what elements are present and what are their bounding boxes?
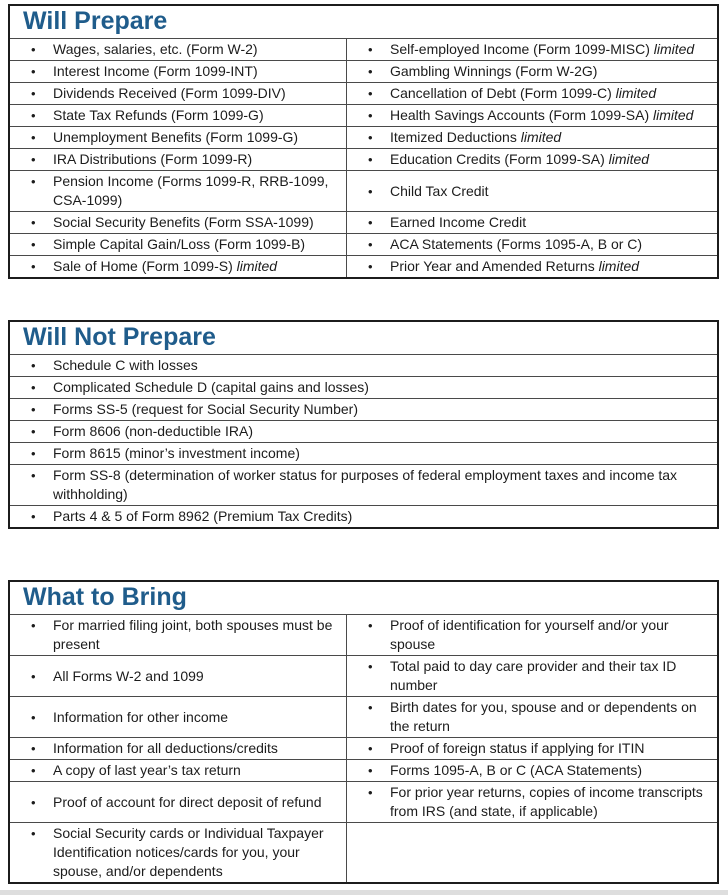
list-item: [347, 62, 597, 81]
list-item-text: Form 8615 (minor’s investment income): [53, 445, 300, 461]
section-title-what-to-bring: What to Bring: [23, 583, 187, 611]
bullet-icon: •: [368, 618, 373, 633]
bullet-icon: •: [31, 668, 36, 684]
bullet-icon: •: [31, 64, 36, 79]
table-cell: [10, 105, 347, 126]
bullet-icon: •: [31, 86, 36, 101]
bullet-icon: •: [31, 108, 36, 123]
list-item-text: Forms 1095-A, B or C (ACA Statements): [390, 762, 643, 778]
list-item-text: Information for other income: [53, 708, 229, 725]
list-item: [347, 257, 639, 276]
list-item: [10, 708, 228, 727]
table-row: [10, 442, 717, 464]
list-item: [347, 657, 711, 695]
bullet-icon: •: [31, 152, 36, 167]
list-item: [347, 235, 642, 254]
list-item: [347, 40, 694, 59]
list-item: [10, 257, 277, 276]
list-item-text: Unemployment Benefits (Form 1099-G): [53, 129, 299, 145]
list-item: [347, 783, 711, 821]
bullet-icon: •: [368, 42, 373, 57]
table-row: [10, 737, 717, 759]
table-cell: [347, 83, 717, 104]
list-item: [347, 739, 644, 758]
table-cell: [10, 823, 347, 882]
section-title-will-not-prepare: Will Not Prepare: [23, 323, 216, 351]
list-item: [10, 128, 298, 147]
bullet-icon: •: [31, 446, 36, 461]
table-cell: [10, 782, 347, 822]
list-item: [10, 422, 253, 441]
bullet-icon: •: [31, 424, 36, 439]
list-item: [347, 698, 711, 736]
table-row: [10, 781, 717, 822]
list-item: [347, 84, 656, 103]
list-item-text: Sale of Home (Form 1099-S) limited: [53, 258, 278, 274]
bullet-icon: •: [31, 358, 36, 373]
bullet-icon: •: [368, 741, 373, 756]
table-row: [10, 822, 717, 882]
list-item: [10, 761, 241, 780]
list-item: [347, 106, 693, 125]
list-item-text: Gambling Winnings (Form W-2G): [390, 63, 598, 79]
bullet-icon: •: [31, 618, 36, 633]
list-item-text: For married filing joint, both spouses must be present: [53, 617, 333, 652]
list-item: [10, 667, 204, 686]
table-cell: [10, 212, 347, 233]
table-cell: [347, 697, 717, 737]
limited-label: limited: [608, 151, 650, 167]
bullet-icon: •: [368, 237, 373, 252]
limited-label: limited: [520, 129, 562, 145]
bullet-icon: •: [31, 380, 36, 395]
table-row: [10, 233, 717, 255]
bullet-icon: •: [368, 152, 373, 167]
list-item: [10, 466, 711, 504]
bullet-icon: •: [31, 130, 36, 145]
list-item-text: Self-employed Income (Form 1099-MISC) limited: [390, 41, 695, 57]
bullet-icon: •: [31, 794, 36, 810]
bullet-icon: •: [368, 64, 373, 79]
table-cell: [10, 171, 347, 211]
list-item-text: Schedule C with losses: [53, 357, 198, 373]
bullet-icon: •: [31, 509, 36, 524]
table-cell: [10, 760, 347, 781]
list-item: [10, 400, 358, 419]
section-what-to-bring: [8, 580, 719, 884]
table-cell: [10, 506, 717, 527]
table-row: [10, 614, 717, 655]
limited-label: limited: [236, 258, 278, 274]
list-item-text: Form SS-8 (determination of worker status for purposes of federal employment taxes and income tax withholding): [53, 467, 678, 502]
list-item-text: ACA Statements (Forms 1095-A, B or C): [390, 236, 643, 252]
bullet-icon: •: [31, 259, 36, 274]
page-edge: [0, 890, 728, 895]
list-item-text: Proof of account for direct deposit of refund: [53, 793, 322, 810]
table-row: [10, 655, 717, 696]
limited-label: limited: [615, 85, 657, 101]
table-row: [10, 38, 717, 60]
list-item: [347, 213, 526, 232]
list-item-text: Parts 4 & 5 of Form 8962 (Premium Tax Credits): [53, 508, 353, 524]
table-cell: [10, 83, 347, 104]
table-row: [10, 759, 717, 781]
bullet-icon: •: [368, 763, 373, 778]
section-will-prepare: [8, 4, 719, 279]
list-item-text: All Forms W-2 and 1099: [53, 667, 204, 684]
list-item: [10, 235, 305, 254]
list-item: [10, 824, 340, 881]
bullet-icon: •: [368, 215, 373, 230]
bullet-icon: •: [31, 826, 36, 841]
table-cell: [10, 443, 717, 464]
limited-label: limited: [653, 107, 694, 123]
list-item-text: IRA Distributions (Form 1099-R): [53, 151, 253, 167]
list-item: [10, 739, 278, 758]
list-item: [10, 40, 258, 59]
list-item-text: Birth dates for you, spouse and or dependents on the return: [390, 699, 697, 734]
list-item-text: Child Tax Credit: [390, 182, 489, 199]
table-cell: [10, 697, 347, 737]
table-row: [10, 398, 717, 420]
table-cell: [347, 656, 717, 696]
list-item-text: Pension Income (Forms 1099-R, RRB-1099, CSA-1099): [53, 173, 329, 208]
table-body: [10, 354, 717, 527]
table-row: [10, 376, 717, 398]
bullet-icon: •: [31, 215, 36, 230]
bullet-icon: •: [368, 108, 373, 123]
table-cell: [10, 377, 717, 398]
table-cell: [347, 234, 717, 255]
table-cell: [347, 149, 717, 170]
list-item: [10, 150, 252, 169]
list-item-text: For prior year returns, copies of income transcripts from IRS (and state, if applicable): [390, 784, 703, 819]
limited-label: limited: [598, 258, 640, 274]
bullet-icon: •: [368, 183, 373, 199]
list-item-text: Wages, salaries, etc. (Form W-2): [53, 41, 258, 57]
table-row: [10, 104, 717, 126]
list-item: [10, 84, 286, 103]
table-row: [10, 126, 717, 148]
bullet-icon: •: [368, 659, 373, 674]
table-body: [10, 614, 717, 882]
list-item-text: Social Security Benefits (Form SSA-1099): [53, 214, 314, 230]
list-item-text: A copy of last year’s tax return: [53, 762, 241, 778]
bullet-icon: •: [31, 237, 36, 252]
table-row: [10, 354, 717, 376]
bullet-icon: •: [31, 402, 36, 417]
table-cell: [10, 256, 347, 277]
table-cell: [10, 39, 347, 60]
table-row: [10, 211, 717, 233]
limited-label: limited: [653, 41, 695, 57]
table-cell: [10, 149, 347, 170]
bullet-icon: •: [31, 42, 36, 57]
list-item-text: Simple Capital Gain/Loss (Form 1099-B): [53, 236, 306, 252]
list-item: [347, 182, 489, 201]
list-item-text: Form 8606 (non-deductible IRA): [53, 423, 253, 439]
list-item-text: Prior Year and Amended Returns limited: [390, 258, 640, 274]
list-item: [347, 128, 561, 147]
table-cell: [347, 171, 717, 211]
table-cell: [347, 212, 717, 233]
list-item: [347, 150, 649, 169]
bullet-icon: •: [31, 763, 36, 778]
table-cell: [347, 127, 717, 148]
list-item: [10, 444, 300, 463]
table-cell: [10, 234, 347, 255]
list-item-text: Health Savings Accounts (Form 1099-SA) limited: [390, 107, 694, 123]
bullet-icon: •: [368, 700, 373, 715]
list-item-text: Forms SS-5 (request for Social Security Number): [53, 401, 358, 417]
list-item-text: Education Credits (Form 1099-SA) limited: [390, 151, 650, 167]
list-item: [10, 172, 340, 210]
list-item: [10, 507, 352, 526]
bullet-icon: •: [368, 259, 373, 274]
table-cell: [10, 61, 347, 82]
list-item: [347, 761, 642, 780]
list-item-text: Complicated Schedule D (capital gains and losses): [53, 379, 369, 395]
list-item: [10, 616, 340, 654]
table-cell: [10, 738, 347, 759]
table-cell: [347, 105, 717, 126]
list-item-text: Interest Income (Form 1099-INT): [53, 63, 258, 79]
table-cell: [10, 465, 717, 505]
table-cell: [10, 421, 717, 442]
table-body: [10, 38, 717, 277]
table-row: [10, 696, 717, 737]
list-item-text: Cancellation of Debt (Form 1099-C) limited: [390, 85, 657, 101]
list-item-text: Information for all deductions/credits: [53, 740, 278, 756]
bullet-icon: •: [31, 709, 36, 725]
bullet-icon: •: [31, 741, 36, 756]
table-cell: [347, 782, 717, 822]
section-will-not-prepare: [8, 320, 719, 529]
table-cell: [10, 656, 347, 696]
list-item-text: State Tax Refunds (Form 1099-G): [53, 107, 264, 123]
table-cell: [347, 760, 717, 781]
table-row: [10, 420, 717, 442]
list-item: [10, 106, 264, 125]
list-item: [10, 793, 322, 812]
table-row: [10, 255, 717, 277]
table-cell: [347, 823, 717, 882]
list-item-text: Social Security cards or Individual Taxpayer Identification notices/cards for you, your spouse, and/or dependents: [53, 825, 324, 879]
table-row: [10, 148, 717, 170]
table-cell: [347, 256, 717, 277]
table-cell: [10, 615, 347, 655]
table-cell: [10, 127, 347, 148]
list-item: [10, 62, 258, 81]
table-row: [10, 464, 717, 505]
table-cell: [347, 39, 717, 60]
section-title-will-prepare: Will Prepare: [23, 7, 168, 35]
table-cell: [347, 615, 717, 655]
bullet-icon: •: [31, 174, 36, 189]
table-cell: [10, 399, 717, 420]
bullet-icon: •: [31, 468, 36, 483]
table-cell: [10, 355, 717, 376]
list-item-text: Proof of foreign status if applying for ITIN: [390, 740, 645, 756]
list-item-text: Earned Income Credit: [390, 214, 527, 230]
list-item: [10, 213, 314, 232]
list-item: [10, 356, 198, 375]
table-row: [10, 170, 717, 211]
list-item-text: Itemized Deductions limited: [390, 129, 562, 145]
table-row: [10, 60, 717, 82]
list-item: [10, 378, 369, 397]
bullet-icon: •: [368, 785, 373, 800]
table-cell: [347, 738, 717, 759]
list-item-text: Dividends Received (Form 1099-DIV): [53, 85, 286, 101]
list-item: [347, 616, 711, 654]
list-item-text: Total paid to day care provider and their tax ID number: [390, 658, 677, 693]
bullet-icon: •: [368, 130, 373, 145]
bullet-icon: •: [368, 86, 373, 101]
list-item-text: Proof of identification for yourself and/or your spouse: [390, 617, 669, 652]
table-row: [10, 505, 717, 527]
table-cell: [347, 61, 717, 82]
table-row: [10, 82, 717, 104]
